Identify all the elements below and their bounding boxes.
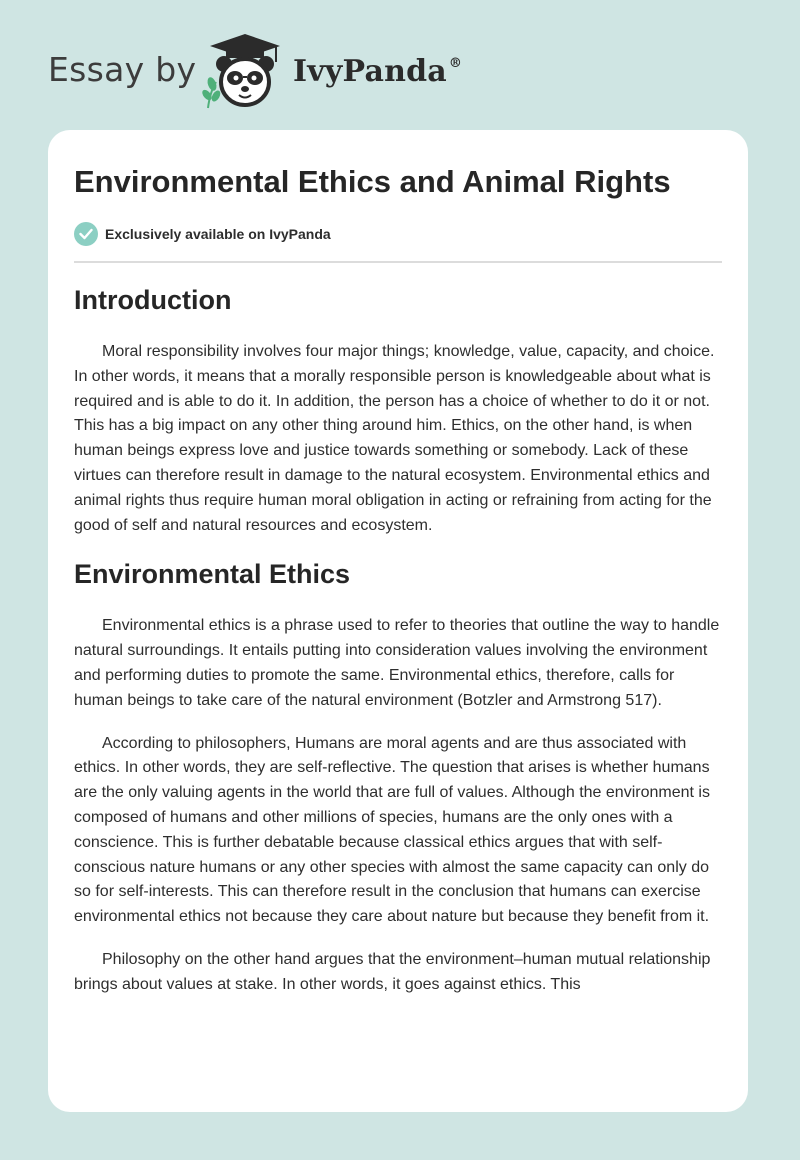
- section-heading: Environmental Ethics: [74, 559, 351, 590]
- divider: [74, 261, 722, 263]
- essay-content: [74, 282, 724, 1016]
- exclusive-label: Exclusively available on IvyPanda: [105, 226, 331, 242]
- section-environmental-ethics: [74, 556, 724, 997]
- essay-by-label: Essay by: [48, 50, 197, 89]
- site-header: [0, 0, 800, 120]
- check-circle-icon: [74, 222, 98, 246]
- paragraph: Philosophy on the other hand argues that the environment–human mutual relationship brings about values at stake. In other words, it goes against ethics. This: [74, 950, 711, 993]
- section-heading: Introduction: [74, 285, 232, 315]
- essay-card: [48, 130, 748, 1112]
- paragraph: According to philosophers, Humans are moral agents and are thus associated with ethics. In other words, they are self-reflective. The question that arises is whether humans are the only valuing agents in the world that are full of values. Although the environment is composed of humans and other millions of species, humans are the only ones with a conscience. This is further debatable because classical ethics argues that with self-conscious nature humans or any other species with almost the same capacity can only do so for self-interests. This can therefore result in the conclusion that humans can exercise environmental ethics not because they care about nature but because they benefit from it.: [74, 734, 710, 926]
- paragraph: Environmental ethics is a phrase used to refer to theories that outline the way to handle natural surroundings. It entails putting into consideration values involving the environment and performing duties to promote the same. Environmental ethics, therefore, calls for human beings to take care of the natural environment (Botzler and Armstrong 517).: [74, 617, 720, 709]
- section-introduction: [74, 282, 724, 538]
- essay-title: Environmental Ethics and Animal Rights: [74, 164, 671, 199]
- paragraph: Moral responsibility involves four major things; knowledge, value, capacity, and choice. In other words, it means that a morally responsible person is knowledgeable about what is required and is able to do it. In addition, the person has a choice of whether to do it or not. This has a big impact on any other thing around him. Ethics, on the other hand, is when human beings express love and justice towards something or somebody. Lack of these virtues can therefore result in damage to the natural ecosystem. Environmental ethics and animal rights thus require human moral obligation in acting or refraining from acting for the good of self and natural resources and ecosystem.: [74, 343, 715, 534]
- brand-name[interactable]: [293, 54, 462, 89]
- exclusive-badge: [74, 222, 331, 246]
- registered-mark: ®: [448, 56, 463, 71]
- brand-text: IvyPanda: [293, 54, 447, 89]
- panda-graduate-icon[interactable]: [200, 32, 290, 110]
